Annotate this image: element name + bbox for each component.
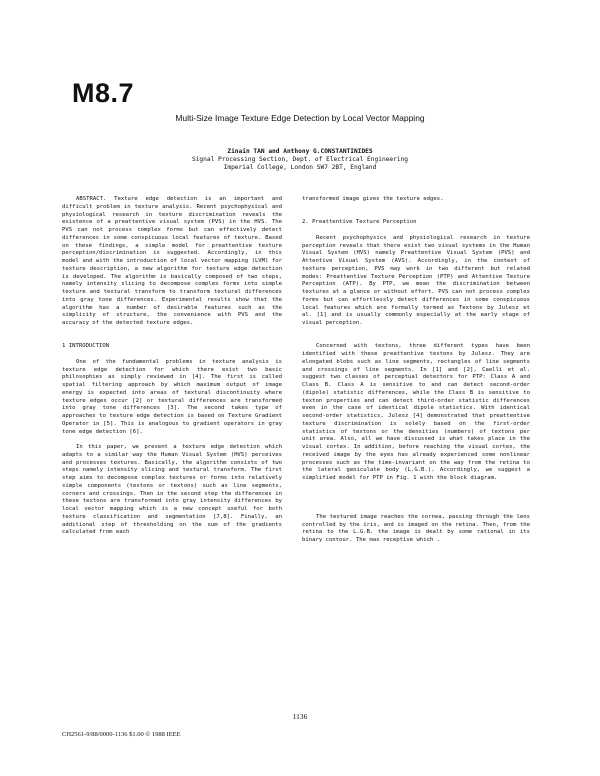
address: Imperial College, London SW7 2BT, England (223, 164, 377, 171)
paper-id: M8.7 (72, 78, 135, 108)
intro-heading: 1 INTRODUCTION (62, 343, 110, 350)
intro-paragraph-2: In this paper, we present a texture edge detection which adapts to a similar way the Human Visual System (HVS) perceives and processes textures. Basically, the algorithm consists of two steps namely intensity slicing and textural transform. The first step aims to decompose complex textures or forms into relatively simple components (textons or textons) such as line segments, corners and crossings. Then in the second step the differences in these textons are transformed into gray intensity differences by local vector mapping which is a new concept useful for both texture classification and segmentation [7,8]. Finally, an additional step of thresholding on the sum of the gradients calculated from each (62, 444, 282, 536)
intro-paragraph-1: One of the fundamental problems in texture analysis is texture edge detection for which there exist two basic philosophies as simply reviewed in [4]. The first is called spatial filtering approach by which maximum output of image energy is expected into areas of textural discontinuity where texture edges occur [2] or textural differences are transformed into gray tone differences [3]. The second takes type of approaches to texture edge detection is based on Texture Gradient Operator in [5]. This is analogous to gradient operators in gray tone edge detection [6]. (62, 358, 282, 435)
authors: Zinain TAN and Anthony G.CONSTANTINIDES (227, 148, 373, 155)
affiliation: Signal Processing Section, Dept. of Electrical Engineering (191, 156, 409, 163)
right-column (302, 196, 530, 545)
abstract: ABSTRACT. Texture edge detection is an important and difficult problem in texture analysis. Recent psychophysical and physiological research in texture discrimination reveals the existence of a preattentive visual system (PVS) in the HVS. The PVS can not process complex forms but can effectively detect differences in some conspicuous local features of texture. Based on these findings, a simple model for preattentive texture perception/discrimination is suggested. Accordingly, in this model and with the introduction of local vector mapping (LVM) for texture description, a new algorithm for texture edge detection is developed. The algorithm is basically composed of two steps, namely intensity slicing to decompose complex forms into simple texture and textural transform to transform textural differences into gray tone differences. Experimental results show that the algorithm has a number of desirable features such as the simplicity of structure, the convenience with PVS and the accuracy of the detected texture edges. (62, 196, 282, 326)
section2-paragraph-1: Recent psychophysics and physiological research in texture perception reveals that there exist two visual systems in the Human Visual System (HVS) namely Preattentive Visual System (PVS) and Attentive Visual System (AVS). Accordingly, in the context of texture perception, PVS may work in two different but related modes: Preattentive Texture Perception (PTP) and Attentive Texture Perception (ATP). By PTP, we mean the discrimination between textures at a glance or without effort. PVS can not process complex forms but can effortlessly detect differences in some conspicuous local features which are formally termed as Textons by Julesz et al. [1] and is usually commonly especially at the early stage of visual perception. (302, 234, 530, 326)
paper-title: Multi-Size Image Texture Edge Detection by Local Vector Mapping (175, 113, 425, 123)
left-column (62, 196, 282, 537)
section2-paragraph-2: Concerned with textons, three different types have been identified with these preattentive textons by Julesz. They are elongated blobs such as line segments, rectangles of line segments and crossings of line segments. In [1] and [2], Caelli et al. suggest two classes of perceptual detectors for PTP: Class A and Class B. Class A is sensitive to and can detect second-order (dipole) statistic differences, while the Class B is sensitive to texton properties and can detect third-order statistic differences even in the case of identical dipole statistics. With identical second-order statistics, Julesz [4] demonstrated that preattentive texture discrimination is solely based on the first-order statistics of textons or the densities (numbers) of textons per unit area. Also, all we have discussed is what takes place in the visual cortex. In addition, before reaching the visual cortex, the received image by the eyes has already experienced some nonlinear processes such as the time-invariant on the way from the retina to the lateral geniculate body (L.G.B.). Accordingly, we suggest a simplified model for PTP in Fig. 1 with the block diagram. (302, 343, 530, 481)
section2-paragraph-3: The textured image reaches the cornea, passing through the lens controlled by the iris, and is imaged on the retina. Then, from the retina to the L.G.B. the image is dealt by some rational in its binary contour. The max receptive which . (302, 513, 530, 543)
page-number: 1136 (292, 712, 308, 721)
footer-code: CH2561-9/88/0000-1136 $1.00 © 1988 IEEE (62, 731, 181, 738)
section2-heading: 2. Preattentive Texture Perception (302, 219, 417, 226)
continuation-text: transformed image gives the texture edges. (302, 196, 444, 202)
